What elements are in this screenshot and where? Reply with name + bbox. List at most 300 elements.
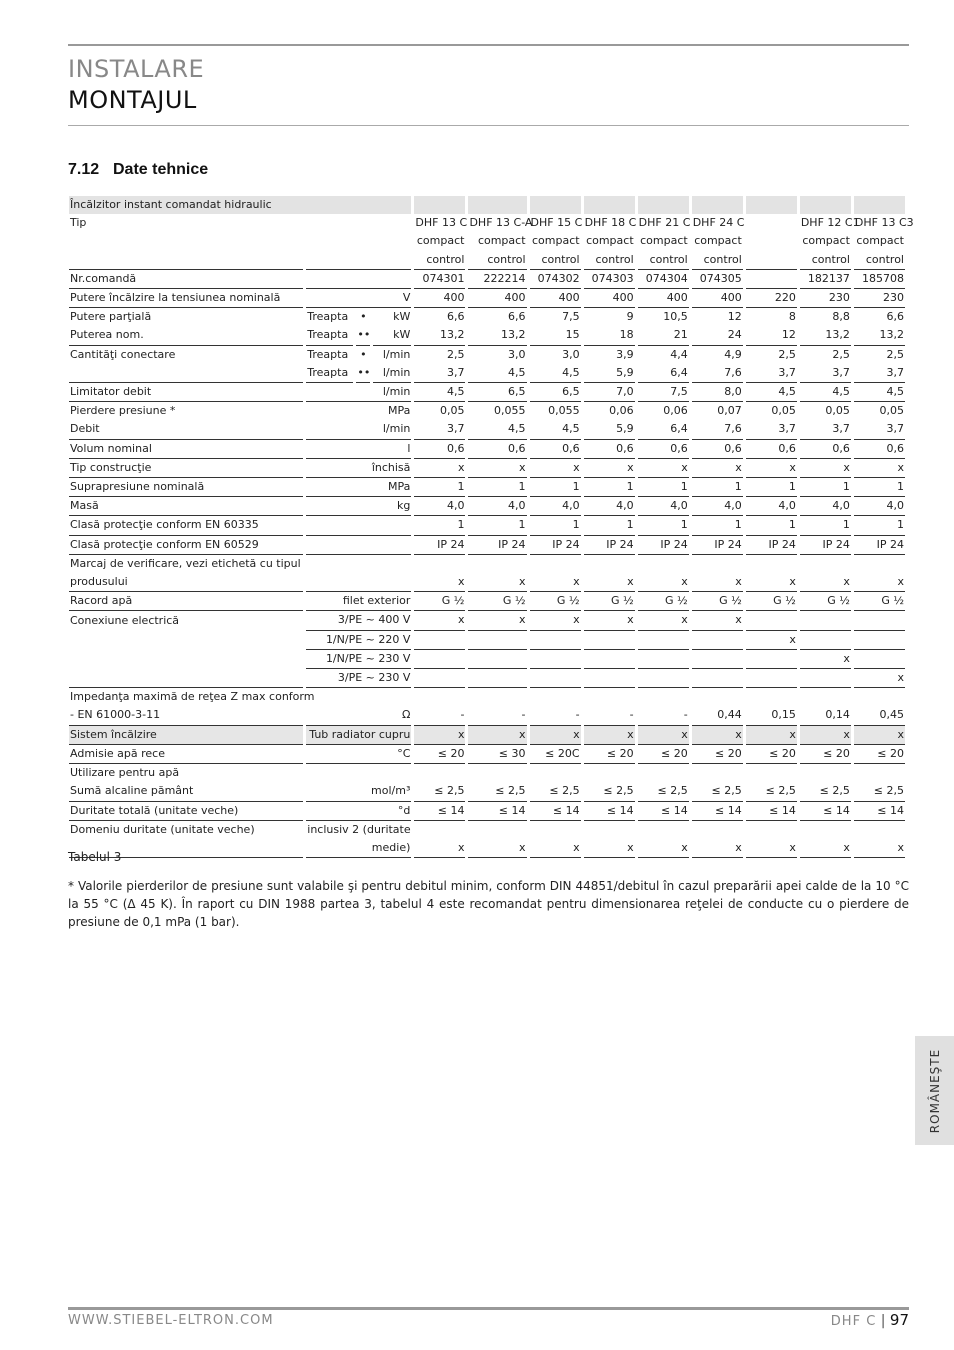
table-row bbox=[69, 270, 905, 289]
value-cell: 0,055 bbox=[548, 404, 580, 418]
value-cell: control bbox=[800, 251, 851, 270]
value-cell bbox=[414, 821, 465, 839]
table-row bbox=[69, 631, 905, 650]
value-cell bbox=[692, 688, 743, 706]
value-cell: G ½ bbox=[530, 592, 581, 611]
value-cell: 5,9 bbox=[584, 364, 635, 383]
footer-url: WWW.STIEBEL-ELTRON.COM bbox=[68, 1313, 274, 1328]
row-unit: V bbox=[306, 289, 411, 308]
value-cell bbox=[530, 669, 581, 688]
value-cell: 220 bbox=[746, 289, 797, 308]
value-cell: ≤ 14 bbox=[692, 802, 743, 821]
value-cell: 3,7 bbox=[854, 364, 905, 383]
value-cell: ≤ 2,5 bbox=[800, 782, 851, 801]
value-cell: 2,5 bbox=[446, 347, 465, 361]
value-cell: IP 24 bbox=[638, 536, 689, 555]
value-cell: 2,5 bbox=[832, 347, 850, 361]
value-cell: 5,9 bbox=[584, 420, 635, 439]
value-cell bbox=[638, 555, 689, 573]
value-cell: x bbox=[638, 611, 689, 630]
value-cell bbox=[746, 251, 797, 270]
row-label: Masă bbox=[69, 497, 303, 516]
value-cell: ≤ 2,5 bbox=[854, 782, 905, 801]
value-cell bbox=[468, 631, 526, 650]
value-cell: x bbox=[800, 650, 851, 669]
value-cell: compact bbox=[802, 234, 850, 248]
value-cell: 1 bbox=[468, 516, 526, 535]
value-cell: G ½ bbox=[746, 592, 797, 611]
value-cell: x bbox=[692, 726, 743, 745]
table-row bbox=[69, 745, 905, 764]
row-label bbox=[69, 364, 303, 383]
row-label: Sistem încălzire bbox=[69, 726, 303, 745]
value-cell: 400 bbox=[414, 289, 465, 308]
value-cell: x bbox=[800, 573, 851, 592]
value-cell: ≤ 20 bbox=[692, 745, 743, 764]
table-row bbox=[69, 308, 905, 326]
value-cell: ≤ 20 bbox=[414, 745, 465, 764]
value-cell: x bbox=[692, 459, 743, 478]
header-shade-cell bbox=[414, 196, 465, 214]
value-cell: 4,5 bbox=[414, 383, 465, 402]
value-cell: x bbox=[530, 573, 581, 592]
row-stage-dots: • bbox=[360, 310, 367, 324]
row-unit bbox=[306, 251, 411, 270]
value-cell: 7,6 bbox=[692, 420, 743, 439]
value-cell bbox=[530, 631, 581, 650]
value-cell: x bbox=[414, 726, 465, 745]
table-row bbox=[69, 688, 905, 706]
value-cell: ≤ 20 bbox=[584, 745, 635, 764]
value-cell: 1 bbox=[468, 478, 526, 497]
value-cell: 3,0 bbox=[508, 347, 526, 361]
language-label: ROMÂNEŞTE bbox=[927, 1048, 942, 1133]
value-cell: 0,6 bbox=[530, 440, 581, 459]
value-cell: 12 bbox=[727, 310, 742, 324]
row-unit: l/min bbox=[373, 364, 411, 383]
table-row bbox=[69, 478, 905, 497]
row-unit bbox=[306, 573, 411, 592]
value-cell: x bbox=[468, 573, 526, 592]
value-cell: 1 bbox=[800, 478, 851, 497]
row-label bbox=[69, 251, 303, 270]
value-cell bbox=[584, 821, 635, 839]
value-cell: DHF 13 C bbox=[415, 216, 468, 230]
value-cell: x bbox=[638, 839, 689, 858]
value-cell: 3,7 bbox=[854, 420, 905, 439]
value-cell bbox=[746, 688, 797, 706]
value-cell: x bbox=[638, 726, 689, 745]
value-cell: x bbox=[468, 611, 526, 630]
row-unit: MPa bbox=[388, 404, 411, 418]
value-cell: - bbox=[530, 706, 581, 725]
table-row bbox=[69, 440, 905, 459]
value-cell: 1 bbox=[638, 478, 689, 497]
value-cell: 1 bbox=[746, 478, 797, 497]
value-cell: 6,5 bbox=[468, 383, 526, 402]
value-cell: 2,5 bbox=[778, 347, 796, 361]
value-cell: x bbox=[854, 459, 905, 478]
value-cell: 7,0 bbox=[584, 383, 635, 402]
value-cell: x bbox=[530, 839, 581, 858]
value-cell: - bbox=[584, 706, 635, 725]
value-cell: IP 24 bbox=[692, 536, 743, 555]
value-cell: 1 bbox=[638, 516, 689, 535]
value-cell bbox=[414, 555, 465, 573]
value-cell bbox=[854, 764, 905, 782]
value-cell: x bbox=[692, 839, 743, 858]
table-row bbox=[69, 402, 905, 420]
value-cell: x bbox=[746, 573, 797, 592]
value-cell: 6,4 bbox=[638, 420, 689, 439]
value-cell: 3,7 bbox=[414, 420, 465, 439]
value-cell: IP 24 bbox=[584, 536, 635, 555]
value-cell: 0,15 bbox=[746, 706, 797, 725]
value-cell: 074305 bbox=[692, 270, 743, 289]
row-unit bbox=[306, 270, 411, 289]
table-row bbox=[69, 251, 905, 270]
value-cell: 0,14 bbox=[800, 706, 851, 725]
value-cell: 074301 bbox=[414, 270, 465, 289]
value-cell: 1 bbox=[530, 516, 581, 535]
row-label: Marcaj de verificare, vezi etichetă cu tipul bbox=[70, 556, 301, 570]
value-cell: 0,05 bbox=[825, 404, 850, 418]
value-cell: 074303 bbox=[584, 270, 635, 289]
value-cell: x bbox=[414, 459, 465, 478]
row-label: Impedanţa maximă de reţea Z max conform bbox=[70, 690, 315, 704]
value-cell: 0,45 bbox=[854, 706, 905, 725]
value-cell: 4,0 bbox=[584, 497, 635, 516]
table-row bbox=[69, 669, 905, 688]
value-cell: 4,0 bbox=[746, 497, 797, 516]
value-cell bbox=[584, 688, 635, 706]
table-row bbox=[69, 611, 905, 630]
row-label: Suprapresiune nominală bbox=[69, 478, 303, 497]
value-cell: ≤ 2,5 bbox=[530, 782, 581, 801]
value-cell: 0,05 bbox=[439, 404, 465, 418]
value-cell: 0,055 bbox=[494, 404, 526, 418]
value-cell: 8,0 bbox=[692, 383, 743, 402]
value-cell: DHF 24 C bbox=[692, 216, 745, 230]
value-cell: 8 bbox=[788, 310, 796, 324]
table-row bbox=[69, 573, 905, 592]
value-cell bbox=[800, 821, 851, 839]
value-cell: 0,6 bbox=[584, 440, 635, 459]
value-cell: ≤ 20 bbox=[854, 745, 905, 764]
value-cell: 4,5 bbox=[800, 383, 851, 402]
value-cell: ≤ 20 bbox=[638, 745, 689, 764]
value-cell bbox=[854, 631, 905, 650]
value-cell bbox=[468, 555, 526, 573]
value-cell: ≤ 14 bbox=[638, 802, 689, 821]
page-number: 97 bbox=[889, 1311, 909, 1329]
value-cell: 4,0 bbox=[800, 497, 851, 516]
value-cell: x bbox=[468, 726, 526, 745]
table-caption-row bbox=[69, 196, 905, 214]
value-cell: 1 bbox=[530, 478, 581, 497]
value-cell bbox=[746, 764, 797, 782]
value-cell bbox=[746, 611, 797, 630]
value-cell: 400 bbox=[638, 289, 689, 308]
value-cell bbox=[854, 821, 905, 839]
value-cell: x bbox=[530, 726, 581, 745]
row-label: Clasă protecţie conform EN 60529 bbox=[69, 536, 303, 555]
table-row bbox=[69, 726, 905, 745]
value-cell: x bbox=[530, 611, 581, 630]
row-unit: inclusiv 2 (duritate bbox=[307, 822, 411, 836]
value-cell: 1 bbox=[692, 478, 743, 497]
value-cell: compact bbox=[586, 234, 634, 248]
row-stage-dots: • bbox=[360, 347, 367, 361]
value-cell: 3,0 bbox=[562, 347, 580, 361]
value-cell: 13,2 bbox=[854, 326, 905, 345]
value-cell: 1 bbox=[854, 516, 905, 535]
value-cell: ≤ 14 bbox=[746, 802, 797, 821]
value-cell bbox=[584, 669, 635, 688]
footer-right bbox=[831, 1311, 909, 1329]
row-label: Cantităţi conectare bbox=[70, 347, 176, 361]
header-shade-cell bbox=[692, 196, 743, 214]
value-cell: G ½ bbox=[638, 592, 689, 611]
value-cell bbox=[746, 270, 797, 289]
value-cell bbox=[468, 821, 526, 839]
value-cell: G ½ bbox=[692, 592, 743, 611]
value-cell: 4,0 bbox=[468, 497, 526, 516]
table-row bbox=[69, 383, 905, 402]
value-cell: x bbox=[854, 573, 905, 592]
table-header-label: Încălzitor instant comandat hidraulic bbox=[69, 196, 411, 214]
value-cell: 0,6 bbox=[414, 440, 465, 459]
value-cell bbox=[692, 764, 743, 782]
value-cell: DHF 13 C3 bbox=[854, 216, 914, 230]
row-label: Utilizare pentru apă bbox=[70, 766, 180, 780]
row-unit bbox=[306, 688, 411, 706]
value-cell: compact bbox=[477, 234, 526, 248]
value-cell: x bbox=[854, 726, 905, 745]
row-stage-dots: •• bbox=[356, 364, 370, 383]
value-cell: x bbox=[638, 573, 689, 592]
value-cell: control bbox=[692, 251, 743, 270]
value-cell: x bbox=[584, 459, 635, 478]
value-cell: 24 bbox=[692, 326, 743, 345]
value-cell: x bbox=[584, 573, 635, 592]
value-cell: x bbox=[584, 611, 635, 630]
value-cell: 4,0 bbox=[530, 497, 581, 516]
row-label: - EN 61000-3-11 bbox=[69, 706, 303, 725]
row-unit: l bbox=[306, 440, 411, 459]
value-cell bbox=[746, 232, 797, 250]
table-row bbox=[69, 839, 905, 858]
value-cell: G ½ bbox=[800, 592, 851, 611]
value-cell: ≤ 20C bbox=[530, 745, 581, 764]
value-cell: x bbox=[530, 459, 581, 478]
value-cell bbox=[746, 555, 797, 573]
chapter-title: INSTALARE bbox=[68, 55, 205, 83]
value-cell: control bbox=[854, 251, 905, 270]
value-cell: compact bbox=[416, 234, 465, 248]
row-label: Nr.comandă bbox=[69, 270, 303, 289]
value-cell: 074302 bbox=[530, 270, 581, 289]
value-cell bbox=[584, 650, 635, 669]
row-label: Putere parţială bbox=[70, 310, 152, 324]
value-cell: 4,5 bbox=[854, 383, 905, 402]
value-cell: 0,6 bbox=[746, 440, 797, 459]
header-shade-cell bbox=[584, 196, 635, 214]
row-unit: închisă bbox=[306, 459, 411, 478]
value-cell: compact bbox=[694, 234, 742, 248]
value-cell: x bbox=[800, 839, 851, 858]
footer-rule bbox=[68, 1307, 909, 1310]
value-cell: ≤ 2,5 bbox=[584, 782, 635, 801]
value-cell: 7,6 bbox=[692, 364, 743, 383]
value-cell: 0,05 bbox=[879, 404, 904, 418]
row-label: Debit bbox=[69, 420, 303, 439]
table-row bbox=[69, 782, 905, 801]
value-cell bbox=[638, 631, 689, 650]
value-cell: DHF 12 C1 bbox=[800, 216, 860, 230]
value-cell: 1 bbox=[584, 478, 635, 497]
value-cell: x bbox=[746, 839, 797, 858]
value-cell bbox=[414, 764, 465, 782]
value-cell bbox=[414, 631, 465, 650]
value-cell: 8,8 bbox=[832, 310, 850, 324]
value-cell bbox=[800, 764, 851, 782]
row-label bbox=[69, 232, 303, 250]
value-cell bbox=[530, 821, 581, 839]
row-stage-dots: •• bbox=[356, 326, 370, 345]
value-cell: compact bbox=[856, 234, 904, 248]
row-unit bbox=[306, 536, 411, 555]
section-heading bbox=[68, 161, 208, 179]
value-cell: ≤ 14 bbox=[854, 802, 905, 821]
value-cell: control bbox=[584, 251, 635, 270]
value-cell: 12 bbox=[746, 326, 797, 345]
value-cell bbox=[854, 650, 905, 669]
value-cell: ≤ 2,5 bbox=[692, 782, 743, 801]
row-label: Tip construcţie bbox=[69, 459, 303, 478]
row-label: Puterea nom. bbox=[69, 326, 303, 345]
value-cell: 0,6 bbox=[800, 440, 851, 459]
value-cell: G ½ bbox=[854, 592, 905, 611]
value-cell bbox=[468, 650, 526, 669]
value-cell: 10,5 bbox=[663, 310, 688, 324]
value-cell: IP 24 bbox=[746, 536, 797, 555]
value-cell bbox=[692, 650, 743, 669]
table-row bbox=[69, 764, 905, 782]
table-row bbox=[69, 516, 905, 535]
technical-data-table bbox=[66, 196, 914, 858]
value-cell: 15 bbox=[530, 326, 581, 345]
value-cell: x bbox=[854, 669, 905, 688]
value-cell: G ½ bbox=[468, 592, 526, 611]
value-cell bbox=[800, 611, 851, 630]
header-shade-cell bbox=[746, 196, 797, 214]
value-cell bbox=[854, 611, 905, 630]
value-cell bbox=[530, 764, 581, 782]
table-row bbox=[69, 821, 905, 839]
row-unit: kg bbox=[306, 497, 411, 516]
chapter-subtitle: MONTAJUL bbox=[68, 86, 197, 114]
value-cell: IP 24 bbox=[468, 536, 526, 555]
value-cell: DHF 13 C-A bbox=[469, 216, 533, 230]
value-cell: 3,7 bbox=[800, 364, 851, 383]
row-stage: Treapta bbox=[307, 310, 349, 324]
row-unit: 1/N/PE ~ 220 V bbox=[306, 631, 411, 650]
value-cell: 3,7 bbox=[800, 420, 851, 439]
row-label bbox=[69, 631, 303, 650]
value-cell: DHF 18 C bbox=[584, 216, 637, 230]
row-unit bbox=[306, 232, 411, 250]
section-title: Date tehnice bbox=[113, 161, 209, 178]
row-unit: l/min bbox=[306, 420, 411, 439]
table-row bbox=[69, 420, 905, 439]
value-cell: control bbox=[638, 251, 689, 270]
row-unit bbox=[306, 214, 411, 232]
value-cell: x bbox=[468, 459, 526, 478]
value-cell: x bbox=[746, 726, 797, 745]
value-cell bbox=[414, 669, 465, 688]
value-cell bbox=[746, 214, 797, 232]
value-cell: ≤ 14 bbox=[468, 802, 526, 821]
row-label bbox=[69, 650, 303, 669]
value-cell bbox=[854, 555, 905, 573]
table-caption: Tabelul 3 bbox=[68, 850, 122, 864]
value-cell: IP 24 bbox=[854, 536, 905, 555]
header-shade-cell bbox=[800, 196, 851, 214]
value-cell: ≤ 20 bbox=[746, 745, 797, 764]
row-label: Tip bbox=[70, 216, 87, 230]
value-cell: 0,6 bbox=[468, 440, 526, 459]
value-cell: - bbox=[414, 706, 465, 725]
value-cell: 1 bbox=[414, 516, 465, 535]
value-cell: x bbox=[800, 726, 851, 745]
table-row bbox=[69, 214, 905, 232]
value-cell: 400 bbox=[468, 289, 526, 308]
value-cell: 3,7 bbox=[414, 364, 465, 383]
row-unit bbox=[306, 764, 411, 782]
value-cell: 4,5 bbox=[530, 364, 581, 383]
value-cell: 1 bbox=[414, 478, 465, 497]
value-cell: x bbox=[638, 459, 689, 478]
value-cell: ≤ 2,5 bbox=[414, 782, 465, 801]
row-label: Admisie apă rece bbox=[69, 745, 303, 764]
value-cell: 1 bbox=[746, 516, 797, 535]
table-row bbox=[69, 555, 905, 573]
value-cell: x bbox=[414, 573, 465, 592]
value-cell: 3,7 bbox=[746, 420, 797, 439]
footer-doc-name: DHF C bbox=[830, 1314, 877, 1329]
row-unit: l/min bbox=[306, 383, 411, 402]
value-cell: - bbox=[468, 706, 526, 725]
value-cell: ≤ 14 bbox=[530, 802, 581, 821]
value-cell bbox=[692, 631, 743, 650]
value-cell bbox=[414, 688, 465, 706]
table-row bbox=[69, 289, 905, 308]
row-label: Putere încălzire la tensiunea nominală bbox=[69, 289, 303, 308]
value-cell: ≤ 20 bbox=[800, 745, 851, 764]
table-row bbox=[69, 802, 905, 821]
row-unit: mol/m³ bbox=[306, 782, 411, 801]
row-unit: kW bbox=[373, 326, 411, 345]
value-cell: 21 bbox=[638, 326, 689, 345]
value-cell: 182137 bbox=[800, 270, 851, 289]
language-side-tab bbox=[915, 1036, 954, 1145]
table-row bbox=[69, 650, 905, 669]
row-unit bbox=[306, 516, 411, 535]
row-label: produsului bbox=[69, 573, 303, 592]
header-shade-cell bbox=[468, 196, 526, 214]
value-cell bbox=[584, 555, 635, 573]
